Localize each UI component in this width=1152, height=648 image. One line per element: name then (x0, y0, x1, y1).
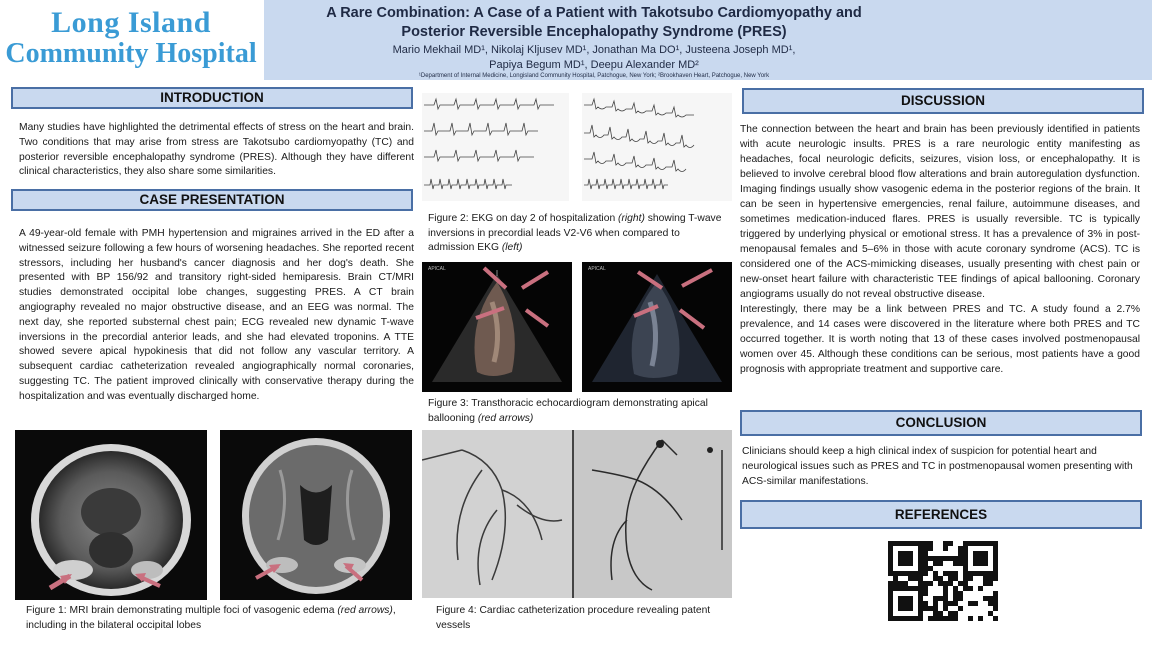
poster-title-line-1: A Rare Combination: A Case of a Patient with Takotsubo Cardiomyopathy and (326, 5, 862, 21)
references-qr-code[interactable] (888, 541, 998, 621)
case-presentation-text: A 49-year-old female with PMH hypertension and migraines arrived in the ED after a witnessed seizure following a few hours of worsening headaches. She reported recent stressors, including her husband's cancer diagnosis and her dog's death. She presented with BP 156/92 and transitory right-sided hemiparesis. Brain CT/MRI studies demonstrated occipital lobe changes, suggesting PRES. A CT brain angiography revealed no major obstructive disease, and an EEG was normal. The next day, she reported substernal chest pain; ECG revealed new dynamic T-wave inversions in the precordial anterior leads, and she had elevated troponins. A TTE showed severe apical hypokinesis that did not follow any vascular territory. A subsequent cardiac catheterization revealed angiographically normal coronaries, suggesting TC. The patient improved clinically with conservative therapy during the hospitalization and was eventually discharged home. (19, 228, 414, 402)
figure-3-caption: Figure 3: Transthoracic echocardiogram demonstrating apical ballooning (red arrows) (428, 398, 708, 424)
discussion-text (740, 122, 1140, 377)
figure-4-caption: Figure 4: Cardiac catheterization procedure revealing patent vessels (436, 605, 711, 631)
echo-image-right (582, 262, 732, 392)
poster-title-line-2: Posterior Reversible Encephalopathy Syndrome (PRES) (401, 24, 787, 40)
cath-image (422, 430, 732, 598)
figure-2-caption: Figure 2: EKG on day 2 of hospitalization (right) showing T-wave inversions in precordial leads V2-V6 when compared to admission EKG (left) (428, 213, 722, 253)
echo-label-left: APICAL (428, 266, 446, 272)
title-banner (264, 0, 1152, 80)
authors-line-1: Mario Mekhail MD¹, Nikolaj Kljusev MD¹, Jonathan Ma DO¹, Justeena Joseph MD¹, (392, 44, 796, 56)
mri-image-right (220, 430, 412, 600)
discussion-heading: DISCUSSION (742, 88, 1144, 114)
hospital-logo (0, 0, 262, 80)
discussion-paragraph-1: The connection between the heart and brain has been previously identified in patients with acute neurologic insults. PRES is a rare neurologic entity manifesting as headaches, focal neurologic deficits, seizures, vision loss, or encephalopathy. It is believed to involve cerebral blood flow alterations and brain autoregulation dysfunction. Imaging findings usually show vasogenic edema in the posterior regions of the brain. It can be seen in hypertensive emergencies, renal failure, autoimmune diseases, and sometimes medication-induced flares. PRES is usually reversible. TC is typically triggered by underlying physical or emotional stress. It has a prevalence of 3% in post-menopausal females and 5–6% in those with acute coronary syndrome (ACS). TC is considered one of the ACS-mimicking diseases, usually presenting with chest pain or new-onset heart failure with characteristic TEE findings of apical ballooning. Coronary angiograms usually do not reveal obstructive disease. (740, 124, 1140, 300)
case-presentation-heading: CASE PRESENTATION (11, 189, 413, 211)
echo-image-left (422, 262, 572, 392)
conclusion-text: Clinicians should keep a high clinical index of suspicion for potential heart and neurological issues such as PRES and TC in postmenopausal women presenting with ACS-similar manifestations. (742, 446, 1133, 487)
authors-line-2: Papiya Begum MD¹, Deepu Alexander MD² (489, 59, 699, 71)
figure-1-caption: Figure 1: MRI brain demonstrating multiple foci of vasogenic edema (red arrows), including in the bilateral occipital lobes (26, 605, 396, 631)
ekg-admission-image (422, 93, 569, 201)
introduction-text: Many studies have highlighted the detrimental effects of stress on the heart and brain. Two conditions that may arise from stress are Takotsubo cardiomyopathy (TC) and posterior reversible encephalopathy syndrome (PRES). Although they have different clinical characteristics, they also share some similarities. (19, 122, 414, 178)
mri-image-left (15, 430, 207, 600)
introduction-heading: INTRODUCTION (11, 87, 413, 109)
logo-line-1: Long Island (51, 6, 211, 39)
conclusion-heading: CONCLUSION (740, 410, 1142, 436)
affiliations: ¹Department of Internal Medicine, Longisland Community Hospital, Patchogue, New York; ²Brookhaven Heart, Patchogue, New York (418, 73, 770, 79)
echo-label-right: APICAL (588, 266, 606, 272)
discussion-paragraph-2: Interestingly, there may be a link between PRES and TC. A study found a 2.7% prevalence, and 14 cases were discovered in the literature where both PRES and TC occurred together. It is worth noting that 13 of these cases involved postmenopausal women over 45. Although these conditions can be serious, most patients have a good prognosis with appropriate treatment and supportive care. (740, 304, 1140, 375)
references-heading: REFERENCES (740, 500, 1142, 529)
logo-line-2: Community Hospital (5, 38, 257, 69)
ekg-day2-image (582, 93, 732, 201)
